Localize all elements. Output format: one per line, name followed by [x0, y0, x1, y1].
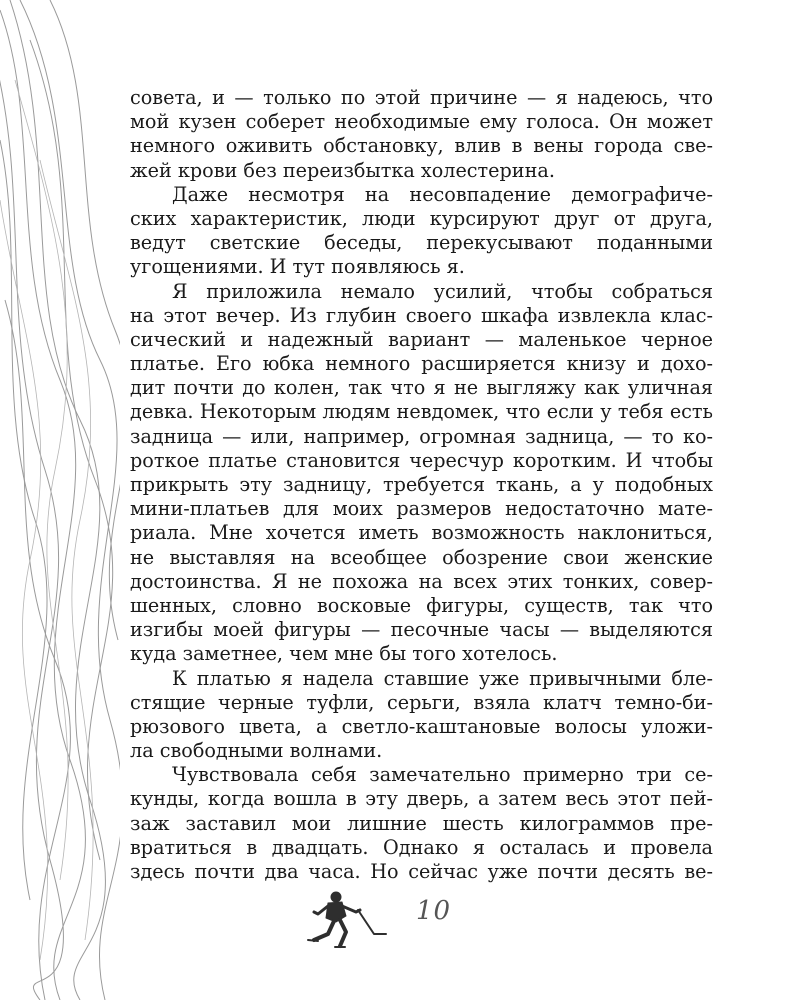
text-line: риала. Мне хочется иметь возможность наклониться, [130, 521, 713, 545]
text-line: задница — или, например, огромная задница, — то ко- [130, 424, 713, 448]
text-line: жей крови без переизбытка холестерина. [130, 158, 555, 182]
text-line: угощениями. И тут появляюсь я. [130, 255, 465, 279]
hockey-player-icon [290, 888, 400, 954]
text-line: вратиться в двадцать. Однако я осталась и провела [130, 835, 713, 859]
decorative-swirl-lines [0, 0, 120, 1000]
page-footer [290, 888, 490, 958]
text-line: достоинства. Я не похожа на всех этих тонких, совер- [130, 569, 713, 593]
text-line: мой кузен соберет необходимые ему голоса. Он может [130, 110, 713, 134]
text-line: ских характеристик, люди курсируют друг от друга, [130, 206, 713, 230]
text-line: здесь почти два часа. Но сейчас уже почти десять ве- [130, 860, 713, 883]
text-line: мини-платьев для моих размеров недостаточно мате- [130, 497, 713, 521]
text-line: изгибы моей фигуры — песочные часы — выделяются [130, 618, 713, 642]
text-line: шенных, словно восковые фигуры, существ, так что [130, 593, 713, 617]
text-line: К платью я надела ставшие уже привычными бле- [172, 666, 713, 690]
text-line: ведут светские беседы, перекусывают поданными [130, 231, 713, 255]
text-line: Даже несмотря на несовпадение демографиче- [172, 182, 713, 206]
text-line: ла свободными волнами. [130, 739, 383, 763]
text-line: платье. Его юбка немного расширяется книзу и дохо- [130, 352, 713, 376]
text-line: стящие черные туфли, серьги, взяла клатч темно-би- [130, 690, 713, 714]
text-line: роткое платье становится чересчур коротким. И чтобы [130, 448, 713, 472]
text-line: заж заставил мои лишние шесть килограммов пре- [130, 811, 713, 835]
page-number: 10 [416, 896, 452, 926]
text-line: немного оживить обстановку, влив в вены города све- [130, 134, 713, 158]
text-line: на этот вечер. Из глубин своего шкафа извлекла клас- [130, 303, 713, 327]
text-line: Я приложила немало усилий, чтобы собраться [172, 279, 713, 303]
text-line: сический и надежный вариант — маленькое черное [130, 327, 713, 351]
text-line: девка. Некоторым людям невдомек, что если у тебя есть [130, 400, 713, 424]
text-line: не выставляя на всеобщее обозрение свои женские [130, 545, 713, 569]
text-line: Чувствовала себя замечательно примерно три се- [172, 763, 713, 787]
text-line: прикрыть эту задницу, требуется ткань, а у подобных [130, 473, 713, 496]
text-line: рюзового цвета, а светло-каштановые волосы уложи- [130, 714, 713, 738]
body-text [130, 86, 713, 884]
text-line: дит почти до колен, так что я не выгляжу как уличная [130, 376, 713, 400]
text-line: совета, и — только по этой причине — я надеюсь, что [130, 86, 713, 109]
text-line: куда заметнее, чем мне бы того хотелось. [130, 642, 558, 666]
text-line: кунды, когда вошла в эту дверь, а затем весь этот пей- [130, 787, 713, 811]
